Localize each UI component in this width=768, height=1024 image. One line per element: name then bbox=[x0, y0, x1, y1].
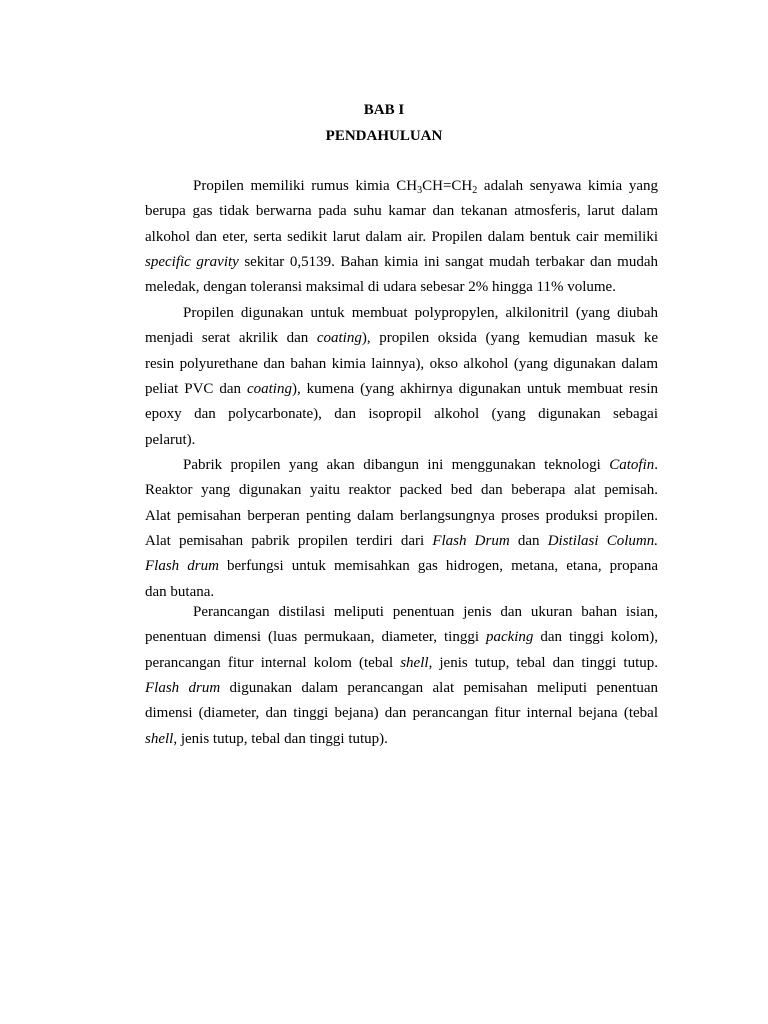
italic-text: Flash drum bbox=[145, 679, 221, 696]
text-line bbox=[145, 582, 658, 602]
text-line bbox=[145, 201, 658, 221]
text-line bbox=[145, 627, 658, 647]
text-segment: dan bbox=[509, 532, 548, 549]
italic-text: shell bbox=[145, 730, 174, 747]
text-line bbox=[145, 227, 658, 247]
text-segment: sekitar 0,5139. Bahan kimia ini sangat mudah terbakar dan mudah bbox=[238, 253, 658, 270]
text-segment: . bbox=[654, 457, 658, 473]
text-line bbox=[145, 379, 658, 399]
text-line bbox=[145, 430, 658, 450]
text-segment: Pabrik propilen yang akan dibangun ini menggunakan teknologi bbox=[183, 457, 610, 473]
text-line bbox=[145, 531, 658, 551]
text-segment: ), kumena (yang akhirnya digunakan untuk membuat resin bbox=[291, 380, 658, 397]
italic-text: packing bbox=[485, 629, 534, 646]
italic-text: specific gravity bbox=[145, 253, 239, 270]
text-segment: perancangan fitur internal kolom (tebal bbox=[145, 654, 401, 671]
italic-text: Distilasi Column. bbox=[547, 532, 658, 549]
text-line bbox=[145, 703, 658, 723]
text-line bbox=[193, 176, 658, 196]
text-segment: , jenis tutup, tebal dan tinggi tutup. bbox=[428, 654, 658, 671]
text-segment: penentuan dimensi (luas permukaan, diameter, tinggi bbox=[145, 629, 486, 646]
text-line bbox=[145, 506, 658, 526]
text-segment: Propilen memiliki rumus kimia CH bbox=[193, 178, 418, 194]
text-line bbox=[145, 277, 658, 297]
text-segment: berfungsi untuk memisahkan gas hidrogen, metana, etana, propana bbox=[218, 558, 658, 575]
subscript: 2 bbox=[472, 185, 478, 196]
text-segment: Propilen digunakan untuk membuat polypropylen, alkilonitril (yang diubah bbox=[183, 305, 658, 321]
text-line bbox=[145, 653, 658, 673]
italic-text: coating bbox=[316, 330, 362, 347]
text-segment: , jenis tutup, tebal dan tinggi tutup). bbox=[173, 730, 388, 747]
text-segment: resin polyurethane dan bahan kimia lainnya), okso alkohol (yang digunakan dalam bbox=[145, 355, 658, 372]
text-segment: ), propilen oksida (yang kemudian masuk ke bbox=[361, 330, 658, 347]
text-segment: epoxy dan polycarbonate), dan isopropil alkohol (yang digunakan sebagai bbox=[145, 406, 658, 423]
text-line bbox=[145, 354, 658, 374]
text-segment: pelarut). bbox=[145, 431, 196, 448]
text-line bbox=[145, 480, 658, 500]
text-line bbox=[145, 729, 658, 749]
italic-text: Catofin bbox=[609, 457, 655, 473]
text-segment: menjadi serat akrilik dan bbox=[145, 330, 317, 347]
text-line bbox=[145, 328, 658, 348]
italic-text: Flash drum bbox=[145, 558, 219, 575]
text-segment: CH=CH bbox=[422, 178, 473, 194]
text-segment: dimensi (diameter, dan tinggi bejana) dan perancangan fitur internal bejana (tebal bbox=[145, 705, 658, 722]
text-segment: Alat pemisahan berperan penting dalam berlangsungnya proses produksi propilen. bbox=[145, 507, 658, 524]
text-segment: dan tinggi kolom), bbox=[533, 629, 658, 646]
italic-text: Flash Drum bbox=[432, 532, 510, 549]
text-line bbox=[183, 455, 658, 475]
text-segment: berupa gas tidak berwarna pada suhu kamar dan tekanan atmosferis, larut dalam bbox=[145, 203, 658, 220]
text-segment: alkohol dan eter, serta sedikit larut dalam air. Propilen dalam bentuk cair memiliki bbox=[145, 228, 658, 245]
text-segment: peliat PVC dan bbox=[145, 380, 247, 397]
text-segment: dan butana. bbox=[145, 583, 215, 600]
text-line bbox=[145, 678, 658, 698]
text-line bbox=[193, 602, 658, 622]
text-segment: Alat pemisahan pabrik propilen terdiri dari bbox=[145, 532, 433, 549]
text-line bbox=[183, 303, 658, 323]
italic-text: coating bbox=[246, 380, 292, 397]
text-segment: Reaktor yang digunakan yaitu reaktor packed bed dan beberapa alat pemisah. bbox=[145, 482, 658, 499]
subscript: 3 bbox=[417, 185, 423, 196]
italic-text: shell bbox=[400, 654, 429, 671]
chapter-title: PENDAHULUAN bbox=[325, 128, 443, 144]
text-segment: digunakan dalam perancangan alat pemisahan meliputi penentuan bbox=[220, 679, 658, 696]
text-line bbox=[145, 404, 658, 424]
text-segment: meledak, dengan toleransi maksimal di udara sebesar 2% hingga 11% volume. bbox=[145, 279, 616, 296]
chapter-heading: BAB I bbox=[363, 102, 405, 118]
text-line bbox=[145, 556, 658, 576]
text-segment: adalah senyawa kimia yang bbox=[477, 178, 658, 194]
text-segment: Perancangan distilasi meliputi penentuan jenis dan ukuran bahan isian, bbox=[193, 604, 658, 620]
text-line bbox=[145, 252, 658, 272]
